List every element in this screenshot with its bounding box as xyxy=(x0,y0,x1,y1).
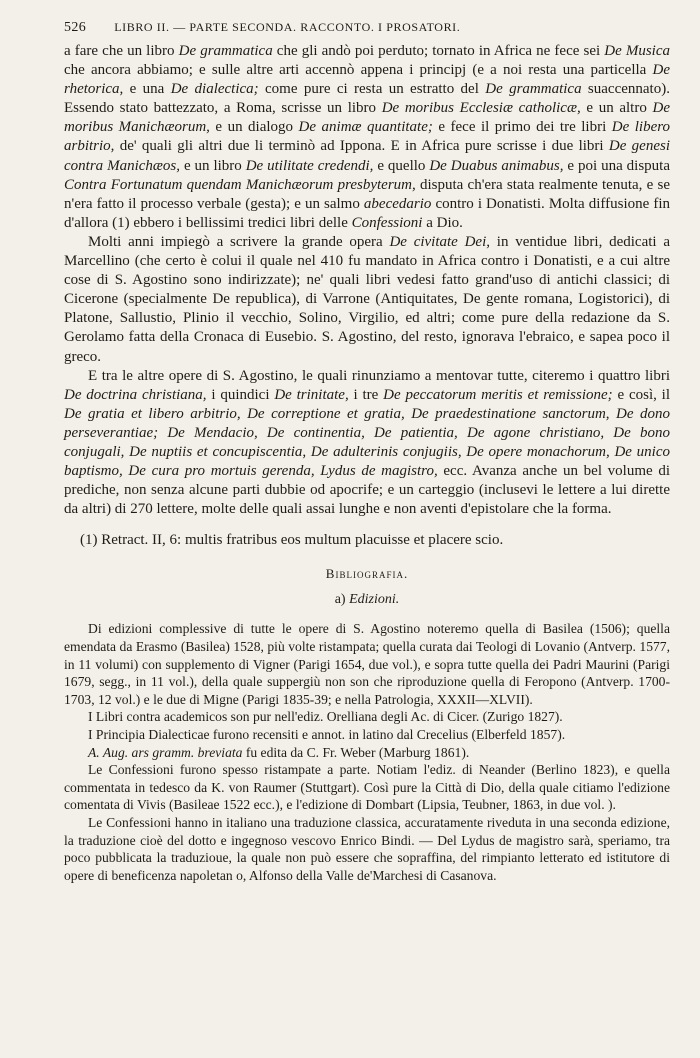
italic-title: De Duabus animabus, xyxy=(429,157,564,174)
italic-title: De moribus Manichæorum, xyxy=(64,100,670,136)
subheading-title: Edizioni. xyxy=(349,592,400,608)
italic-title: De doctrina christiana, xyxy=(64,386,207,403)
italic-title: De trinitate, xyxy=(274,386,349,403)
italic-title: De moribus Ecclesiæ catholicæ, xyxy=(381,100,581,117)
bibliography-text xyxy=(64,620,670,884)
paragraph-works-early: a fare che un libro De grammatica che gli andò poi perduto; tornato in Africa ne fece sei De Musica che ancora abbiamo; e sulle altre arti accennò appena i principj (e a noi resta una particella De rhetorica, e una De dialectica; come pure ci resta un estratto del De grammatica suaccennato). Essendo stato battezzato, a Roma, scrisse un libro De moribus Ecclesiæ catholicæ, e un altro De moribus Manichæorum, e un dialogo De animæ quantitate; e fece il primo dei tre libri De libero arbitrio, de' quali gli altri due li terminò ad Ippona. E in Africa pure scrisse i due libri De genesi contra Manichæos, e un libro De utilitate credendi, e quello De Duabus animabus, e poi una disputa Contra Fortunatum quendam Manichæorum presbyterum, disputa ch'era stata realmente tenuta, e se n'era fatto il processo verbale (gesta); e un salmo abecedario contro i Donatisti. Molta diffusione fin d'allora (1) ebbero i bellissimi tredici libri delle Confessioni a Dio. xyxy=(64,43,671,231)
italic-title: De libero arbitrio, xyxy=(64,119,671,155)
italic-title: De rhetorica, xyxy=(64,62,670,98)
italic-title: De dialectica; xyxy=(170,81,259,98)
italic-title: De grammatica xyxy=(485,81,582,98)
running-header xyxy=(64,20,670,36)
paragraph-civitate-dei: Molti anni impiegò a scrivere la grande opera De civitate Dei, in ventidue libri, dedicati a Marcellino (che certo è colui il quale nel 410 fu mandato in Africa contro i Donatisti, e a cui altre cose di S. Agostino sono indirizzate); ne' quali libri vedesi fatto grand'uso di antichi classici; di Cicerone (specialmente De republica), di Varrone (Antiquitates, De gente romana, Logistorici), di Platone, Sallustio, Plinio il vecchio, Solino, Virgilio, ed altri; come pure della redazione da S. Gerolamo fatta della Cronaca di Eusebio. S. Agostino, del resto, ignorava l'ebraico, e sapea poco il greco. xyxy=(64,233,670,365)
italic-title: De grammatica xyxy=(178,43,273,59)
italic-title: A. Aug. ars gramm. breviata xyxy=(88,744,243,760)
biblio-italian-translation: Le Confessioni hanno in italiano una traduzione classica, accuratamente riveduta in una seconda edizione, la traduzione cioè del dotto e ingegnoso vescovo Enrico Bindi. — Del Lydus de magistro sarà, speriamo, tra poco pubblicata la traduzioue, la quale non può essere che sopraffina, del rimpianto letterato ed istitutore di opere di beneficenza napoletan o, Alfonso della Valle de'Marchesi di Casanova. xyxy=(64,814,670,883)
italic-title: De utilitate credendi, xyxy=(245,157,374,174)
italic-title: De peccatorum meritis et remissione; xyxy=(383,386,613,403)
biblio-confessioni-editions: Le Confessioni furono spesso ristampate a parte. Notiam l'ediz. di Neander (Berlino 1823), e quella commentata in tedesco da K. von Raumer (Stuttgart). Così pure la Città di Dio, della quale citiamo l'edizione comentata di Vivis (Basileae 1522 ecc.), e l'edizione di Dombart (Lipsia, Teubner, 1863, in due vol. ). xyxy=(64,762,670,813)
italic-title: De Musica xyxy=(604,43,671,59)
italic-title: Contra Fortunatum quendam Manichæorum presbyterum, xyxy=(64,176,416,193)
running-title: LIBRO II. — PARTE SECONDA. RACCONTO. I PROSATORI. xyxy=(114,20,461,34)
italic-title: De genesi contra Manichæos, xyxy=(64,138,670,174)
biblio-principia-dialecticae: I Principia Dialecticae furono recensiti e annot. in latino dal Crecelius (Elberfeld 1857). xyxy=(88,727,566,742)
biblio-contra-academicos: I Libri contra academicos son pur nell'ediz. Orelliana degli Ac. di Cicer. (Zurigo 1827). xyxy=(88,709,563,725)
footnote: (1) Retract. II, 6: multis fratribus eos multum placuisse et placere scio. xyxy=(80,532,504,549)
editions-subheading xyxy=(64,592,670,608)
biblio-complete-editions: Di edizioni complessive di tutte le opere di S. Agostino noteremo quella di Basilea (1506); quella emendata da Erasmo (Basilea) 1528, più volte ristampata; quella curata dai Teologi di Lovanio (Antverp. 1577, in 11 volumi) con supplemento di Vigner (Parigi 1654, due vol.), e sopra tutte quella dei Padri Maurini (Parigi 1679, segg., in 11 vol.), della quale suppergiù non son che riproduzione quella di Feropono (Antverp. 1700-1703, 12 vol.) e le due di Migne (Parigi 1835-39; e nella Patrologia, XXXII—XLVII). xyxy=(64,621,670,707)
italic-title: Confessioni xyxy=(351,214,423,231)
italic-title: De civitate Dei, xyxy=(389,233,491,250)
bibliography-heading: Bibliografia. xyxy=(325,566,409,582)
page-number: 526 xyxy=(64,20,87,35)
paragraph-other-works: E tra le altre opere di S. Agostino, le quali rinunziamo a mentovar tutte, citeremo i quattro libri De doctrina christiana, i quindici De trinitate, i tre De peccatorum meritis et remissione; e così, il De gratia et libero arbitrio, De correptione et gratia, De praedestinatione sanctorum, De dono perseverantiae; De Mendacio, De continentia, De patientia, De agone christiano, De bono conjugali, De nuptiis et concupiscentia, De adulterinis conjugiis, De opere monachorum, De unico baptismo, De cura pro mortuis gerenda, Lydus de magistro, ecc. Avanza anche un bel volume di prediche, non senza alcune parti dubbie od apocrife; e un carteggio (inclusevi le lettere a lui dirette da altri) di 270 lettere, molte delle quali assai lunghe e non aventi d'epistolare che la forma. xyxy=(64,367,671,518)
italic-title: De gratia et libero arbitrio, De correptione et gratia, De praedestinatione sanctorum, De dono perseverantiae; De Mendacio, De continentia, De patientia, De agone christiano, De bono conjugali, De nuptiis et concupiscentia, De adulterinis conjugiis, De opere monachorum, De unico baptismo, De cura pro mortuis gerenda, Lydus de magistro, xyxy=(64,405,670,480)
italic-title: De animæ quantitate; xyxy=(298,119,433,136)
subheading-letter: a) xyxy=(334,592,350,608)
main-text xyxy=(64,42,670,550)
biblio-ars-grammatica: A. Aug. ars gramm. breviata fu edita da C. Fr. Weber (Marburg 1861). xyxy=(88,744,470,760)
italic-title: abecedario xyxy=(363,195,432,212)
